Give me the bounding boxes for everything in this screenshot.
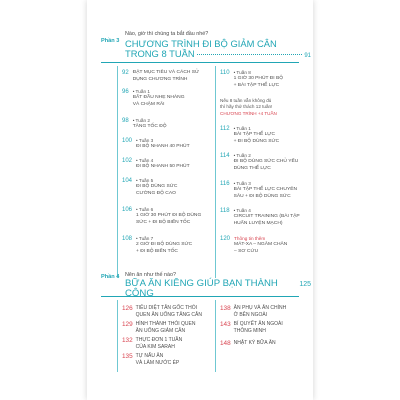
entry-week: • Tuần 2: [132, 118, 150, 123]
entry-week: • Tuần 5: [136, 178, 154, 183]
book-page: [87, 0, 313, 400]
toc-entry-132[interactable]: [122, 337, 182, 351]
entry-week: • Tuần 6: [136, 207, 154, 212]
entry-title: 2 GIỜ ĐI BỘ DÙNG SỨC: [136, 242, 193, 248]
entry-title: 1 GIỜ 30 PHÚT ĐI BỘ DÙNG: [136, 213, 202, 219]
toc-entry-118[interactable]: [220, 208, 300, 228]
entry-title: DỤNG CHƯƠNG TRÌNH: [132, 76, 188, 82]
entry-week: • Tuần 8: [233, 70, 251, 75]
entry-title: BÀI TẬP THỂ LỰC CHUYÊN: [233, 187, 298, 193]
entry-title: + ĐI BỘ DÙNG SỨC: [233, 139, 280, 145]
entry-title: CƯỜNG ĐỘ CAO: [136, 191, 176, 197]
page-number: 102: [122, 158, 133, 164]
part4-label: Phần 4: [101, 274, 120, 280]
dot-leader: [197, 54, 303, 55]
entry-title: MÁT-XA – NGÂM CHÂN: [234, 242, 288, 248]
entry-title: HÌNH THÀNH THÓI QUEN: [135, 321, 196, 327]
part3-title-line2: TRONG 8 TUẦN: [125, 47, 195, 59]
part3-left-rule: [117, 66, 118, 278]
entry-title: ĂN PHỤ VÀ ĂN CHÍNH: [233, 305, 287, 311]
note-line: thì hãy thử thách 12 tuần!: [220, 104, 273, 110]
part4-intro: Nên ăn như thế nào?: [125, 272, 176, 278]
entry-title: CIRCUIT TRAINING (BÀI TẬP: [233, 214, 300, 220]
page-number: 108: [122, 236, 133, 242]
page-number: 114: [220, 153, 230, 159]
entry-title: – SƠ CỨU: [234, 249, 259, 255]
part3-title: [125, 39, 311, 59]
entry-week: • Tuần 3: [136, 138, 154, 143]
note-line: Nếu 8 tuần vẫn không đủ: [220, 98, 272, 103]
entry-title: ĐI BỘ NHANH 50 PHÚT: [136, 164, 190, 170]
page-number: 92: [122, 70, 129, 76]
page-number: 98: [122, 118, 129, 124]
page-number: 112: [220, 126, 230, 132]
part4-right-rule: [215, 300, 216, 372]
toc-entry-129[interactable]: [122, 321, 196, 335]
toc-entry-98[interactable]: [122, 118, 167, 131]
page-number: 143: [220, 321, 231, 328]
page-number: 135: [122, 353, 133, 360]
part4-rule: [101, 296, 299, 297]
part3-title-line1: CHƯƠNG TRÌNH ĐI BỘ GIẢM CÂN: [125, 38, 277, 49]
toc-entry-96[interactable]: [122, 89, 185, 109]
toc-entry-114[interactable]: [220, 153, 298, 173]
extension-note: [220, 98, 277, 117]
entry-week: • Tuần 2: [233, 153, 251, 158]
entry-title: SỨC + ĐI BỘ BIẾN TỐC: [136, 220, 191, 226]
part3-intro: Nào, giờ thì chúng ta bắt đầu nhé?: [125, 31, 209, 37]
entry-title: VÀ CHẬM RÃI: [132, 102, 165, 108]
toc-entry-100[interactable]: [122, 138, 190, 151]
toc-entry-110[interactable]: [220, 70, 283, 90]
entry-title: VÀ LÀM NƯỚC ÉP: [135, 359, 180, 366]
entry-title: DÙNG THỂ LỰC: [233, 166, 271, 172]
page-number: 129: [122, 321, 133, 328]
page-number: 116: [220, 181, 230, 187]
entry-week: • Tuần 1: [132, 89, 150, 94]
toc-entry-120[interactable]: [220, 236, 287, 256]
entry-title: NHẬT KÝ BỮA ĂN: [233, 340, 276, 346]
toc-entry-102[interactable]: [122, 158, 190, 171]
entry-title: Ở BÊN NGOÀI: [233, 311, 268, 318]
toc-entry-135[interactable]: [122, 353, 179, 367]
entry-title: TĂNG TỐC ĐỘ: [132, 124, 167, 130]
toc-entry-148[interactable]: [220, 340, 276, 347]
entry-title: ĂN UỐNG GIẢM CÂN: [135, 327, 186, 334]
page-number: 104: [122, 178, 133, 184]
entry-title: ĐẶT MỤC TIÊU VÀ CÁCH SỬ: [132, 70, 200, 75]
toc-entry-106[interactable]: [122, 207, 201, 227]
page-number: 138: [220, 305, 231, 312]
entry-week: • Tuần 4: [136, 158, 154, 163]
entry-week: • Tuần 1: [233, 126, 251, 131]
part3-title-page: 91: [304, 52, 311, 59]
entry-title: TỰ NẤU ĂN: [135, 353, 164, 359]
entry-title: CỦA KIM SARAH: [135, 343, 175, 350]
entry-title: + ĐI BỘ BIẾN TỐC: [136, 249, 178, 255]
page-number: 126: [122, 305, 133, 312]
entry-title: QUEN ĂN UỐNG TĂNG CÂN: [135, 311, 202, 318]
page-number: 148: [220, 340, 231, 347]
entry-title: TIÊU DIỆT TÂN GỐC THÓI: [135, 305, 198, 311]
toc-entry-92[interactable]: [122, 70, 199, 84]
entry-title: 1 GIỜ 30 PHÚT ĐI BỘ: [233, 76, 284, 82]
part4-title-page: 125: [299, 281, 311, 288]
entry-title: BÍ QUYẾT ĂN NGOÀI: [233, 321, 283, 327]
part3-rule: [101, 62, 299, 63]
page-number: 100: [122, 138, 133, 144]
entry-title: THỰC ĐƠN 1 TUẦN: [135, 337, 183, 343]
entry-title: ĐI BỘ DÙNG SỨC CHỦ YẾU: [233, 159, 299, 165]
entry-title: + BÀI TẬP THỂ LỰC: [233, 83, 280, 89]
note-highlight: CHƯƠNG TRÌNH +4 TUẦN: [220, 110, 277, 116]
entry-title: BẮT ĐẦU NHẸ NHÀNG: [132, 95, 185, 101]
part3-label: Phần 3: [101, 38, 120, 44]
part4-title: BỮA ĂN KIÊNG GIÚP BẠN THÀNH CÔNG: [125, 278, 278, 300]
entry-title: ĐI BỘ NHANH 40 PHÚT: [136, 144, 190, 150]
entry-extra-info: Thông tin thêm: [234, 236, 266, 241]
entry-title: ĐI BỘ DÙNG SỨC: [136, 184, 178, 190]
entry-title: THÔNG MINH: [233, 327, 266, 334]
toc-entry-143[interactable]: [220, 321, 283, 335]
entry-week: • Tuần 3: [233, 181, 251, 186]
part4-left-rule: [117, 300, 118, 372]
toc-entry-104[interactable]: [122, 178, 177, 198]
part3-title-row2: [125, 49, 311, 59]
page-number: 132: [122, 337, 133, 344]
page-number: 118: [220, 208, 230, 214]
toc-entry-112[interactable]: [220, 126, 279, 146]
entry-title: HUẤN LUYỆN MẠCH): [233, 221, 283, 227]
part3-right-rule: [215, 66, 216, 278]
page-number: 106: [122, 207, 133, 213]
page-number: 110: [220, 70, 230, 76]
toc-entry-138[interactable]: [220, 305, 286, 319]
toc-entry-126[interactable]: [122, 305, 202, 319]
entry-week: • Tuần 4: [233, 208, 251, 213]
toc-entry-108[interactable]: [122, 236, 192, 256]
page-number: 96: [122, 89, 129, 95]
entry-week: • Tuần 7: [136, 236, 154, 241]
toc-entry-116[interactable]: [220, 181, 297, 201]
page-number: 120: [220, 236, 231, 242]
entry-title: SÂU + ĐI BỘ DÙNG SỨC: [233, 194, 291, 200]
entry-title: BÀI TẬP THỂ LỰC: [233, 132, 275, 138]
